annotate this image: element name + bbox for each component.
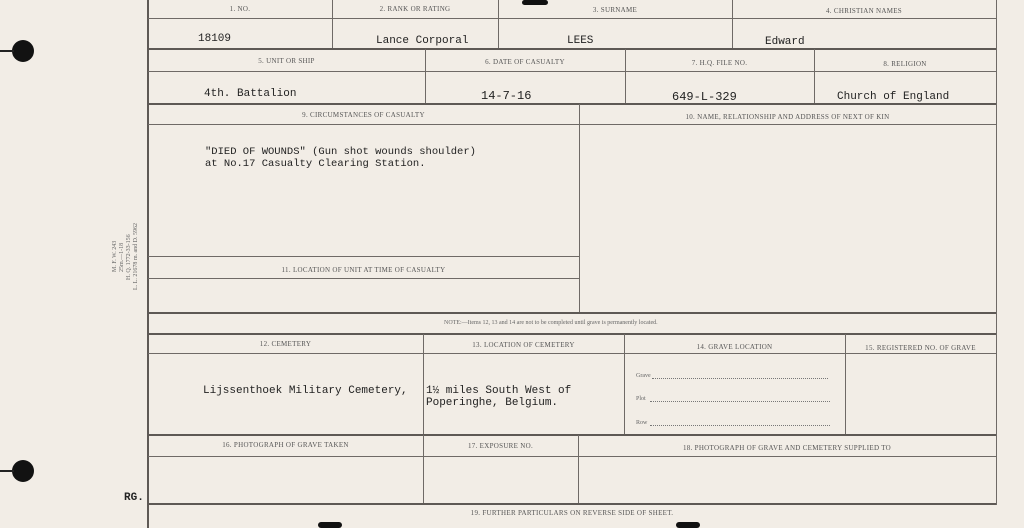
bottom-notch-2 [676, 522, 700, 528]
hole-edge-top [0, 50, 14, 52]
margin-code: RG. [124, 492, 144, 504]
label-further: 19. FURTHER PARTICULARS ON REVERSE SIDE OF SHEET. [470, 509, 674, 517]
bottom-notch [318, 522, 342, 528]
label-photo-taken: 16. PHOTOGRAPH OF GRAVE TAKEN [222, 441, 349, 449]
label-location-unit: 11. LOCATION OF UNIT AT TIME OF CASUALTY [281, 266, 446, 274]
value-date: 14-7-16 [481, 89, 532, 103]
grave-label: Grave [636, 373, 651, 379]
side-print-3: H. Q. 1772-33-156 [126, 234, 132, 280]
value-hq-file: 649-L-329 [672, 90, 737, 104]
plot-label: Plot [636, 396, 646, 402]
punch-hole-top [12, 40, 34, 62]
value-religion: Church of England [837, 91, 950, 103]
value-location-cemetery-1: 1½ miles South West of [426, 385, 572, 397]
side-print-1: M. F. W. 243 [112, 240, 118, 272]
circumstances-line-1: "DIED OF WOUNDS" (Gun shot wounds shoulder) [205, 146, 476, 158]
label-religion: 8. RELIGION [883, 60, 927, 68]
punch-hole-bottom [12, 460, 34, 482]
label-circumstances: 9. CIRCUMSTANCES OF CASUALTY [302, 111, 425, 119]
side-print-2: 25m.—1-18 [119, 242, 125, 272]
value-no: 18109 [198, 33, 232, 45]
label-cemetery: 12. CEMETERY [259, 340, 312, 348]
hole-edge-bottom [0, 470, 14, 472]
value-rank: Lance Corporal [376, 35, 469, 47]
label-registered-no: 15. REGISTERED NO. OF GRAVE [865, 344, 976, 352]
label-rank: 2. RANK OR RATING [379, 5, 451, 13]
label-hq-file: 7. H.Q. FILE NO. [691, 59, 748, 67]
label-surname: 3. SURNAME [592, 6, 638, 14]
label-exposure-no: 17. EXPOSURE NO. [467, 442, 534, 450]
row-line [650, 425, 830, 426]
top-notch [522, 0, 548, 5]
label-photo-supplied: 18. PHOTOGRAPH OF GRAVE AND CEMETERY SUPPLIED TO [682, 444, 892, 452]
label-next-of-kin: 10. NAME, RELATIONSHIP AND ADDRESS OF NEXT OF KIN [685, 113, 890, 121]
value-christian-names: Edward [765, 36, 805, 48]
label-unit: 5. UNIT OR SHIP [258, 57, 315, 65]
value-location-cemetery-2: Poperinghe, Belgium. [426, 397, 559, 409]
row-label: Row [636, 420, 648, 426]
note-text: NOTE:—Items 12, 13 and 14 are not to be completed until grave is permanently located. [444, 320, 658, 326]
value-cemetery: Lijssenthoek Military Cemetery, [203, 385, 408, 397]
label-date: 6. DATE OF CASUALTY [485, 58, 565, 66]
plot-line [650, 401, 830, 402]
circumstances-line-2: at No.17 Casualty Clearing Station. [205, 158, 426, 170]
label-location-cemetery: 13. LOCATION OF CEMETERY [472, 341, 575, 349]
label-grave-location: 14. GRAVE LOCATION [696, 343, 773, 351]
label-christian-names: 4. CHRISTIAN NAMES [826, 7, 902, 15]
label-no: 1. NO. [229, 5, 251, 13]
grave-line [652, 378, 828, 379]
value-surname: LEES [567, 35, 594, 47]
value-unit: 4th. Battalion [204, 88, 297, 100]
side-print-4: L. L. 21678 m. and D. 5962 [133, 223, 139, 290]
